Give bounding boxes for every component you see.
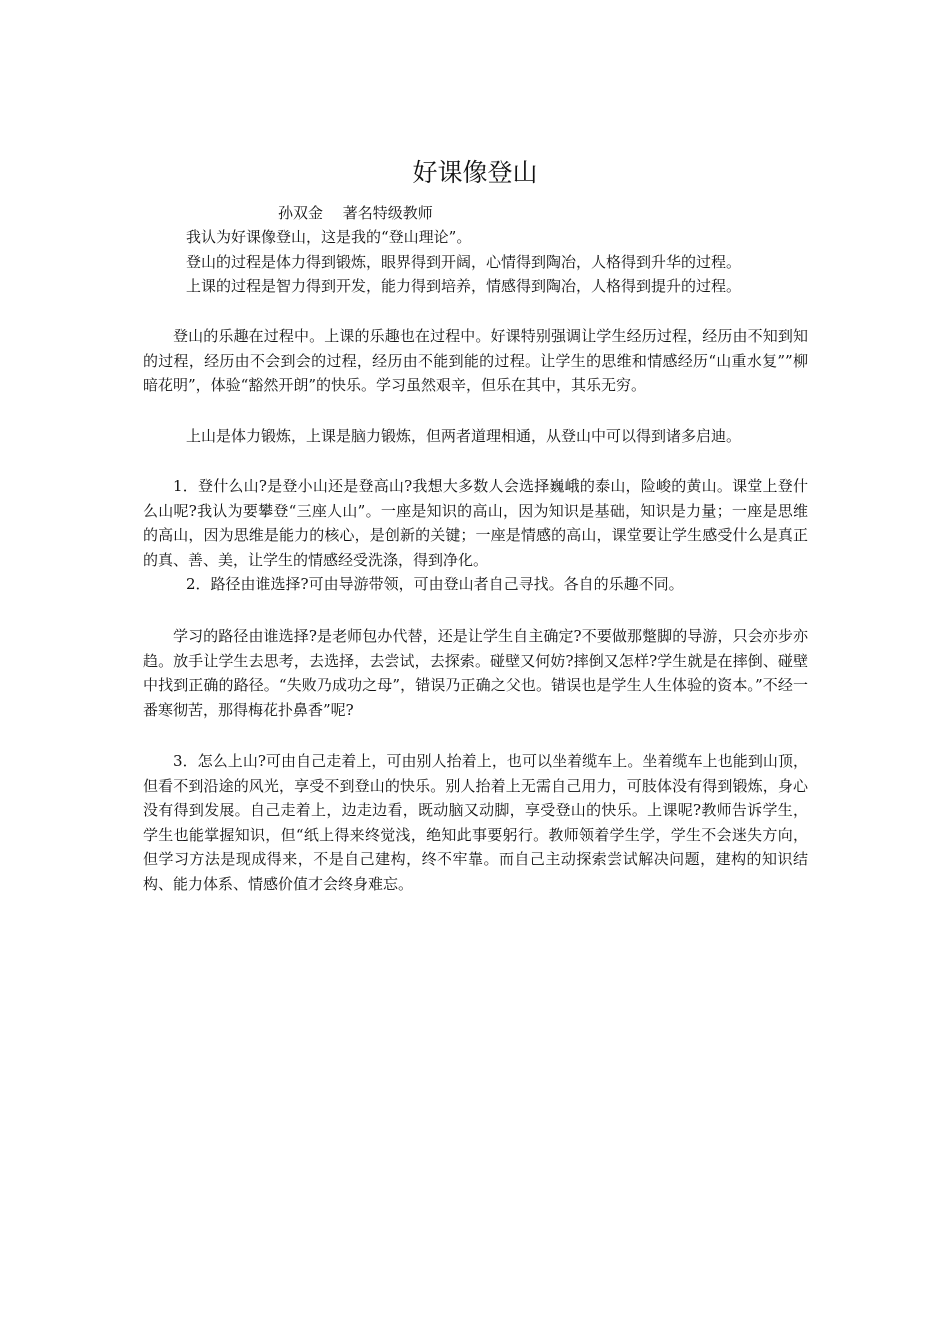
- paragraph-learning-path: 学习的路径由谁选择?是老师包办代替，还是让学生自主确定?不要做那蹩脚的导游，只会亦步亦趋。放手让学生去思考，去选择，去尝试，去探索。碰壁又何妨?摔倒又怎样?学生就是在摔倒、碰壁中找到正确的路径。“失败乃成功之母”，错误乃正确之父也。错误也是学生人生体验的资本。”不经一番寒彻苦，那得梅花扑鼻香”呢?: [143, 627, 808, 719]
- intro-line-2: 登山的过程是体力得到锻炼，眼界得到开阔，心情得到陶冶，人格得到升华的过程。: [186, 253, 742, 271]
- paragraph-point-2: 2．路径由谁选择?可由导游带领，可由登山者自己寻找。各自的乐趣不同。: [186, 575, 684, 593]
- document-title: 好课像登山: [412, 158, 538, 187]
- paragraph-fun-in-process: 登山的乐趣在过程中。上课的乐趣也在过程中。好课特别强调让学生经历过程，经历由不知到知的过程，经历由不会到会的过程，经历由不能到能的过程。让学生的思维和情感经历“山重水复””柳暗花明”，体验“豁然开朗”的快乐。学习虽然艰辛，但乐在其中，其乐无穷。: [143, 327, 808, 394]
- paragraph-point-1: 1．登什么山?是登小山还是登高山?我想大多数人会选择巍峨的泰山，险峻的黄山。课堂上登什么山呢?我认为要攀登“三座人山”。一座是知识的高山，因为知识是基础，知识是力量；一座是思维的高山，因为思维是能力的核心，是创新的关键；一座是情感的高山，课堂要让学生感受什么是真正的真、善、美，让学生的情感经受洗涤，得到净化。: [143, 477, 808, 569]
- paragraph-point-3: 3．怎么上山?可由自己走着上，可由别人抬着上，也可以坐着缆车上。坐着缆车上也能到山顶，但看不到沿途的风光，享受不到登山的快乐。别人抬着上无需自己用力，可肢体没有得到锻炼，身心没有得到发展。自己走着上，边走边看，既动脑又动脚，享受登山的快乐。上课呢?教师告诉学生，学生也能掌握知识，但“纸上得来终觉浅，绝知此事要躬行。教师领着学生学，学生不会迷失方向，但学习方法是现成得来，不是自己建构，终不牢靠。而自己主动探索尝试解决问题，建构的知识结构、能力体系、情感价值才会终身难忘。: [143, 752, 808, 893]
- intro-line-3: 上课的过程是智力得到开发，能力得到培养，情感得到陶冶，人格得到提升的过程。: [186, 277, 742, 295]
- author-line: 孙双金 著名特级教师: [278, 204, 433, 222]
- paragraph-inspiration: 上山是体力锻炼，上课是脑力锻炼，但两者道理相通，从登山中可以得到诸多启迪。: [186, 427, 742, 445]
- intro-line-1: 我认为好课像登山，这是我的“登山理论”。: [186, 228, 472, 246]
